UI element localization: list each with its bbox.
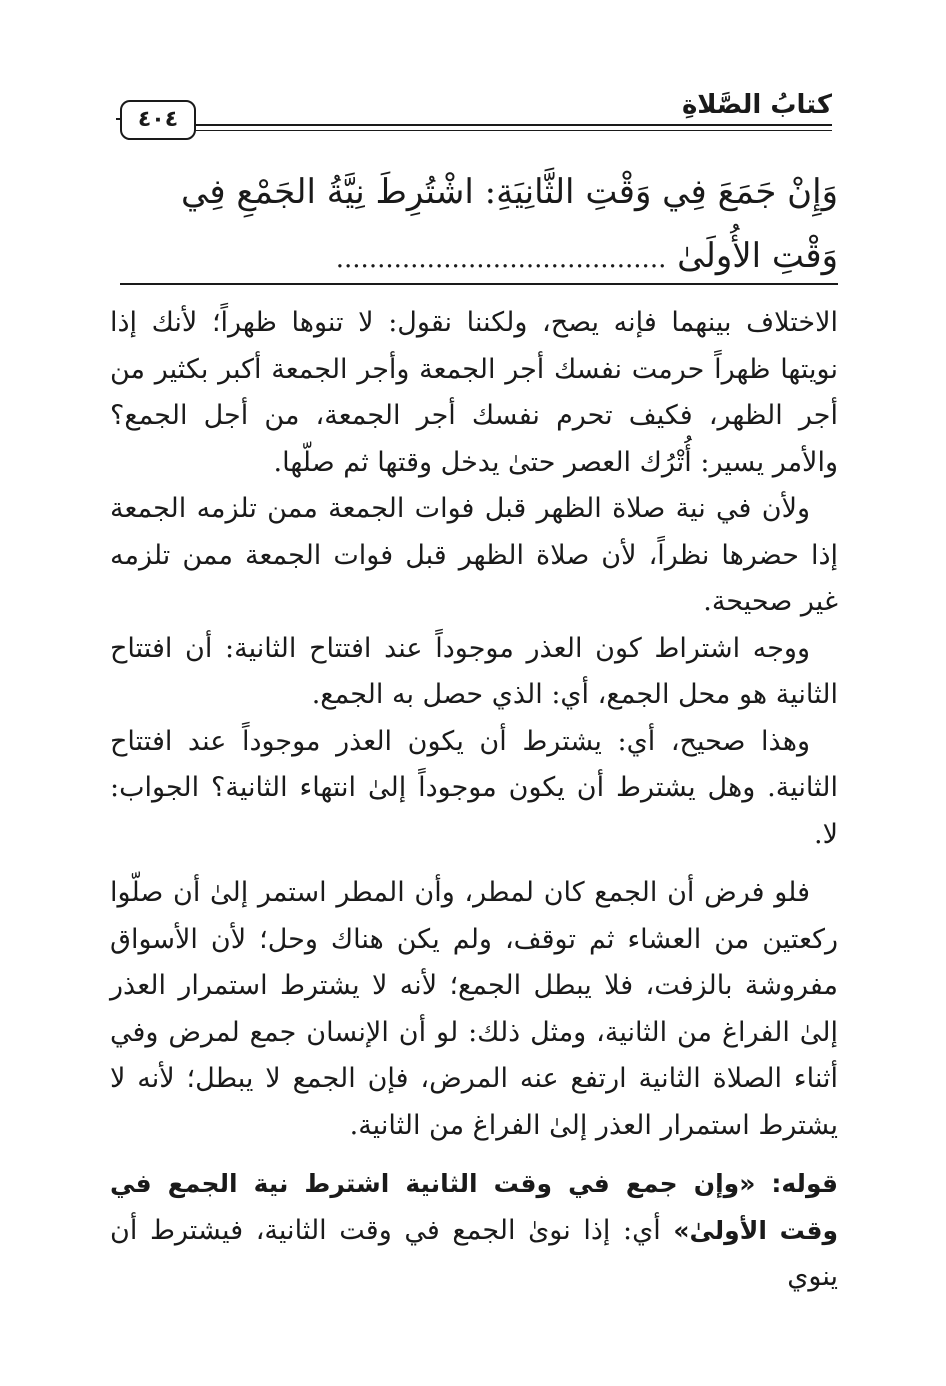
matn-line-2 <box>110 224 838 291</box>
matn-separator <box>120 283 838 285</box>
paragraph-6 <box>110 1161 838 1301</box>
header-rule-thin <box>196 130 832 131</box>
paragraph-5: فلو فرض أن الجمع كان لمطر، وأن المطر استمر إلىٰ أن صلّوا ركعتين من العشاء ثم توقف، ولم يكن هناك وحل؛ لأن الأسواق مفروشة بالزفت، فلا يبطل الجمع؛ لأنه لا يشترط استمرار العذر إلىٰ الفراغ من الثانية، ومثل ذلك: لو أن الإنسان جمع لمرض وفي أثناء الصلاة الثانية ارتفع عنه المرض، فإن الجمع لا يبطل؛ لأنه لا يشترط استمرار العذر إلىٰ الفراغ من الثانية. <box>110 877 838 1141</box>
book-title: كتابُ الصَّلاةِ <box>681 90 832 120</box>
commentary-body <box>110 300 838 1301</box>
matn-text <box>110 160 838 291</box>
header-rule <box>196 124 832 126</box>
paragraph-6-text: أي: إذا نوىٰ الجمع في وقت الثانية، فيشترط أن ينوي <box>110 1214 838 1292</box>
page-header <box>120 84 832 148</box>
paragraph-4: وهذا صحيح، أي: يشترط أن يكون العذر موجوداً عند افتتاح الثانية. وهل يشترط أن يكون موجوداً إلىٰ انتهاء الثانية؟ الجواب: لا. <box>110 725 838 850</box>
matn-line-1: وَإِنْ جَمَعَ فِي وَقْتِ الثَّانِيَةِ: اشْتُرِطَ نِيَّةُ الجَمْعِ فِي <box>181 172 838 212</box>
paragraph-1: الاختلاف بينهما فإنه يصح، ولكننا نقول: لا تنوها ظهراً؛ لأنك إذا نويتها ظهراً حرمت نفسك أجر الجمعة وأجر الجمعة أكبر بكثير من أجر الظهر، فكيف تحرم نفسك أجر الجمعة، من أجل الجمع؟ والأمر يسير: أُتْرُك العصر حتىٰ يدخل وقتها ثم صلّها. <box>110 307 838 478</box>
paragraph-3: ووجه اشتراط كون العذر موجوداً عند افتتاح الثانية: أن افتتاح الثانية هو محل الجمع، أي: الذي حصل به الجمع. <box>110 632 838 710</box>
matn-dots: ........................................ <box>335 244 667 274</box>
quoted-matn: قوله: «وإن جمع في وقت الثانية اشترط نية الجمع في وقت الأولىٰ» <box>110 1169 838 1245</box>
paragraph-2: ولأن في نية صلاة الظهر قبل فوات الجمعة ممن تلزمه الجمعة إذا حضرها نظراً، لأن صلاة الظهر قبل فوات الجمعة ممن تلزمه غير صحيحة. <box>110 493 838 617</box>
page-number: ٤٠٤ <box>120 100 196 140</box>
matn-line-2-text: وَقْتِ الأُولَىٰ <box>677 236 838 276</box>
